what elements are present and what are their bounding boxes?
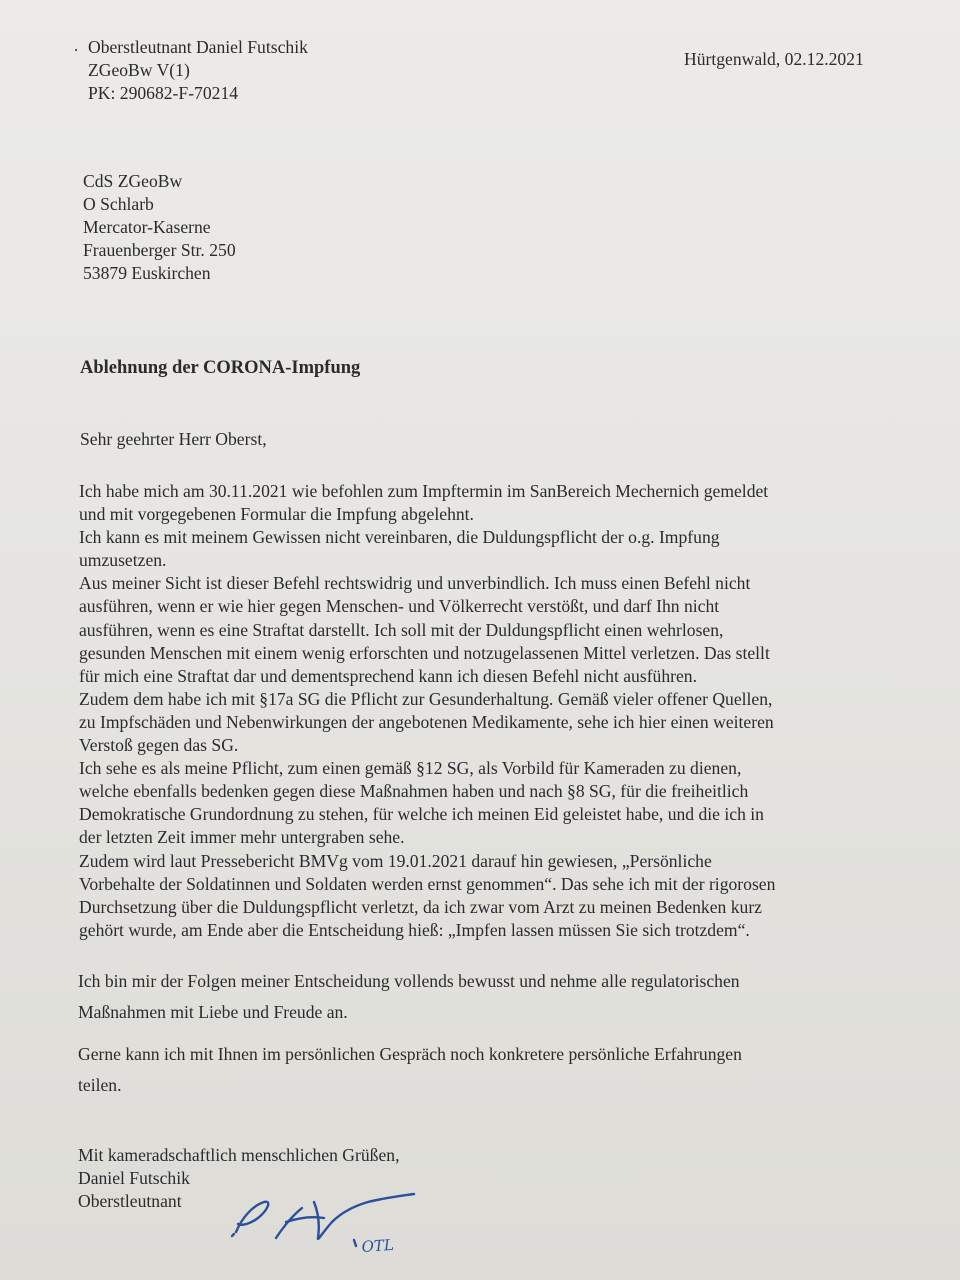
body-line: Zudem dem habe ich mit §17a SG die Pflicht zur Gesunderhaltung. Gemäß vieler offener Quellen, — [79, 688, 773, 709]
body-line: umzusetzen. — [79, 550, 167, 571]
body-line: Zudem wird laut Pressebericht BMVg vom 19.01.2021 darauf hin gewiesen, „Persönliche — [79, 850, 712, 871]
body-line: teilen. — [78, 1075, 122, 1095]
body-line: der letzten Zeit immer mehr untergraben sehe. — [79, 827, 405, 848]
body-line: Demokratische Grundordnung zu stehen, für welche ich meinen Eid geleistet habe, und die ich in — [79, 804, 764, 825]
body-paragraph — [79, 480, 909, 942]
sender-block — [88, 36, 308, 105]
recipient-line: O Schlarb — [83, 194, 154, 214]
sender-unit: ZGeoBw V(1) — [88, 60, 190, 80]
subject-line: Ablehnung der CORONA-Impfung — [80, 358, 361, 378]
closing-name: Daniel Futschik — [78, 1168, 190, 1188]
letter-date: Hürtgenwald, 02.12.2021 — [684, 49, 864, 69]
recipient-block — [83, 170, 236, 285]
sender-name: Oberstleutnant Daniel Futschik — [88, 37, 308, 57]
sender-pk: PK: 290682-F-70214 — [88, 83, 239, 103]
body-line: Ich sehe es als meine Pflicht, zum einen gemäß §12 SG, als Vorbild für Kameraden zu dienen, — [79, 758, 742, 779]
body-line: Aus meiner Sicht ist dieser Befehl rechtswidrig und unverbindlich. Ich muss einen Befehl nicht — [79, 573, 751, 594]
body-line: Ich kann es mit meinem Gewissen nicht vereinbaren, die Duldungspflicht der o.g. Impfung — [79, 527, 720, 548]
body-line: gehört wurde, am Ende aber die Entscheidung hieß: „Impfen lassen müssen Sie sich trotzdem“. — [79, 919, 750, 940]
body-line: Verstoß gegen das SG. — [79, 735, 239, 756]
body-line: für mich eine Straftat dar und dementsprechend kann ich diesen Befehl nicht ausführen. — [79, 665, 698, 686]
signature-suffix: OTL — [361, 1235, 395, 1256]
body-line: Durchsetzung über die Duldungspflicht verletzt, da ich zwar vom Arzt zu meinen Bedenken kurz — [79, 896, 762, 917]
closing-rank: Oberstleutnant — [78, 1191, 182, 1211]
body-line: Ich habe mich am 30.11.2021 wie befohlen zum Impftermin im SanBereich Mechernich gemeldet — [79, 481, 769, 501]
recipient-line: CdS ZGeoBw — [83, 171, 183, 191]
body-line: zu Impfschäden und Nebenwirkungen der angebotenen Medikamente, sehe ich hier einen weiteren — [79, 711, 774, 732]
body-line: ausführen, wenn es eine Straftat darstellt. Ich soll mit der Duldungspflicht einen wehrlosen, — [79, 619, 724, 640]
body-line: ausführen, wenn er wie hier gegen Menschen- und Völkerrecht verstößt, und darf Ihn nicht — [79, 596, 720, 617]
salutation: Sehr geehrter Herr Oberst, — [80, 429, 267, 449]
body-line: und mit vorgegebenen Formular die Impfung abgelehnt. — [79, 504, 474, 525]
body-line: Maßnahmen mit Liebe und Freude an. — [78, 1002, 348, 1022]
body-line: Gerne kann ich mit Ihnen im persönlichen Gespräch noch konkretere persönliche Erfahrungen — [78, 1044, 742, 1064]
margin-mark: . — [74, 36, 79, 55]
closing-greeting: Mit kameradschaftlich menschlichen Grüßen, — [78, 1145, 400, 1165]
recipient-line: Frauenberger Str. 250 — [83, 240, 236, 260]
body-line: Vorbehalte der Soldatinnen und Soldaten werden ernst genommen“. Das sehe ich mit der rigorosen — [79, 873, 776, 894]
recipient-line: 53879 Euskirchen — [83, 263, 211, 283]
body-line: welche ebenfalls bedenken gegen diese Maßnahmen haben und nach §8 SG, für die freiheitlich — [79, 781, 749, 802]
conversation-paragraph — [78, 1043, 742, 1097]
consequences-paragraph — [78, 970, 740, 1024]
body-line: gesunden Menschen mit einem wenig erforschten und notzugelassenen Mittel verletzen. Das stellt — [79, 642, 770, 663]
body-line: Ich bin mir der Folgen meiner Entscheidung vollends bewusst und nehme alle regulatorischen — [78, 971, 740, 991]
recipient-line: Mercator-Kaserne — [83, 217, 211, 237]
handwritten-signature — [228, 1188, 428, 1260]
